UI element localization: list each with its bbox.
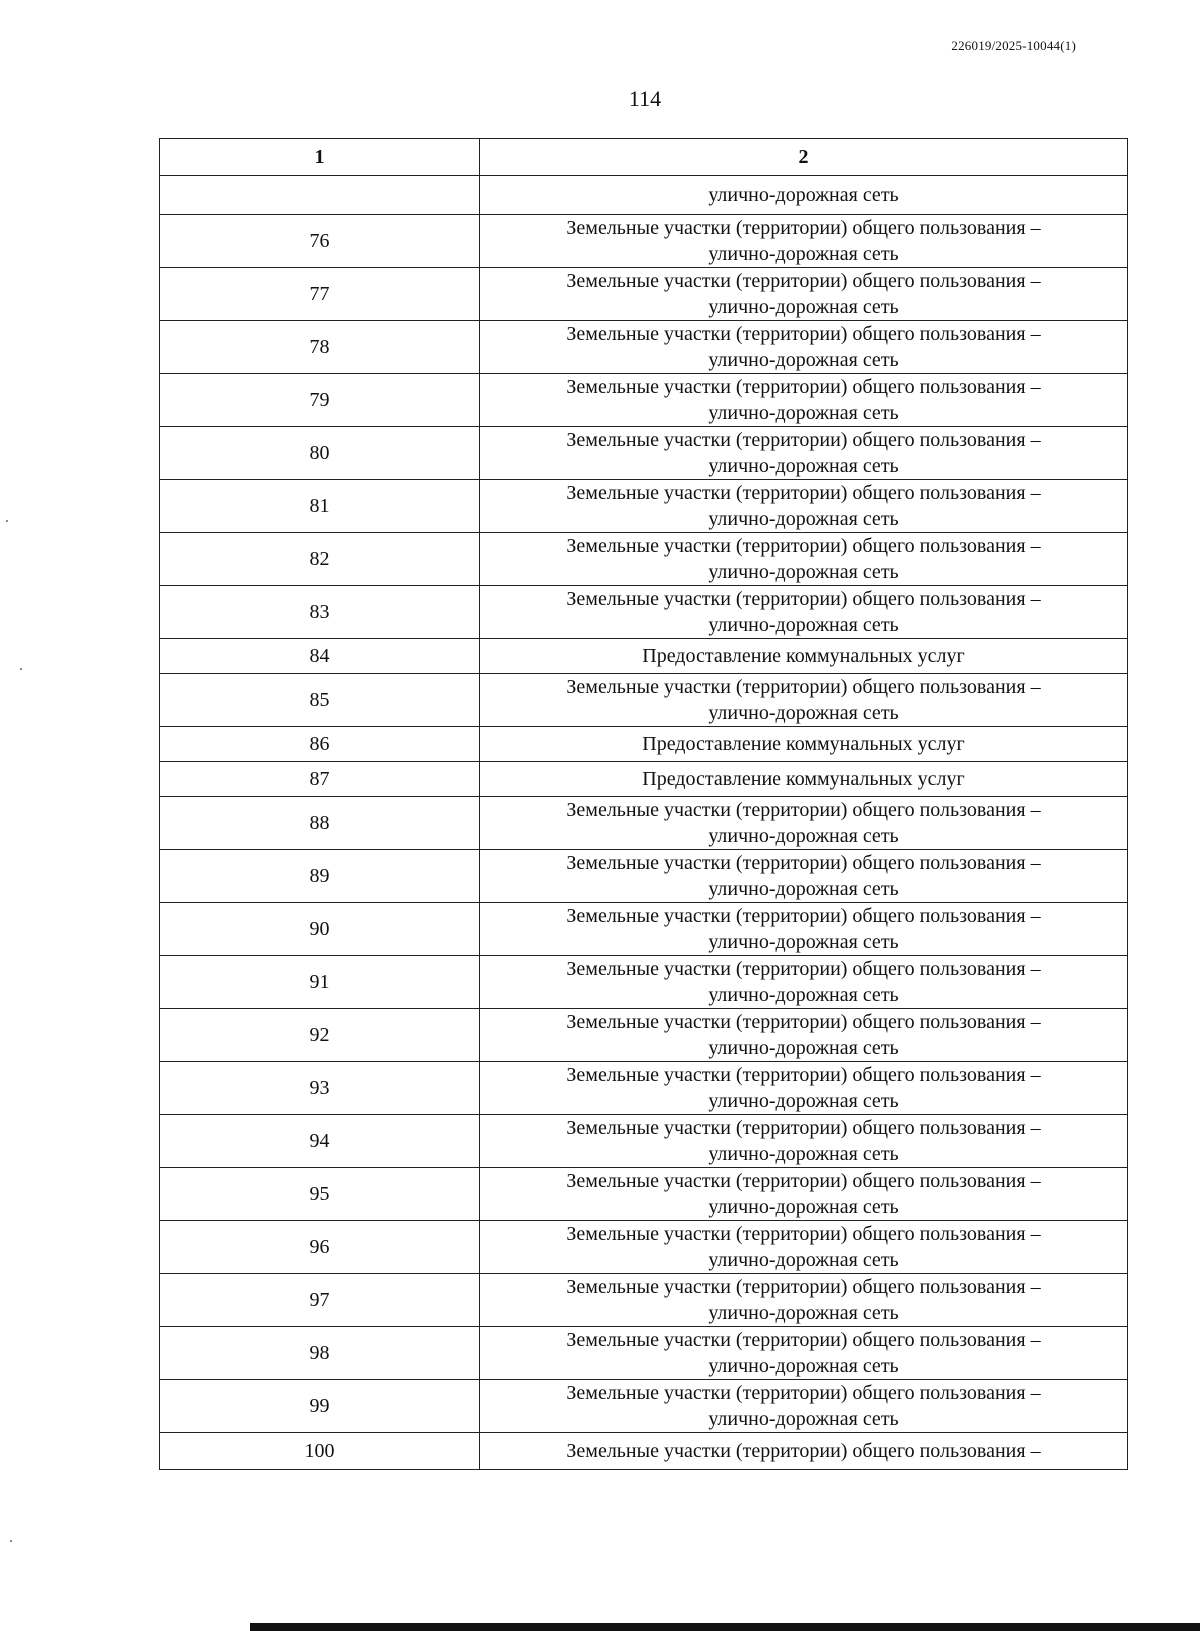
row-description [480, 1115, 1128, 1168]
row-number [160, 176, 480, 215]
row-number: 97 [160, 1274, 480, 1327]
row-number: 86 [160, 727, 480, 762]
row-description [480, 533, 1128, 586]
row-number: 83 [160, 586, 480, 639]
row-number: 85 [160, 674, 480, 727]
description-line-2: улично-дорожная сеть [708, 614, 899, 636]
description-line-1: Предоставление коммунальных услуг [642, 768, 965, 790]
table-row [160, 1009, 1128, 1062]
row-number: 88 [160, 797, 480, 850]
row-number: 98 [160, 1327, 480, 1380]
row-number: 94 [160, 1115, 480, 1168]
row-description [480, 321, 1128, 374]
description-line-2: улично-дорожная сеть [708, 508, 899, 530]
document-id: 226019/2025-10044(1) [951, 38, 1076, 53]
description-line-1: Земельные участки (территории) общего пользования – [566, 1223, 1041, 1245]
description-line-2: улично-дорожная сеть [708, 931, 899, 953]
description-line-1: Предоставление коммунальных услуг [642, 733, 965, 755]
table-row [160, 321, 1128, 374]
description-line-1: Земельные участки (территории) общего пользования – [566, 958, 1041, 980]
row-number: 77 [160, 268, 480, 321]
row-description [480, 1062, 1128, 1115]
description-line-1: Земельные участки (территории) общего пользования – [566, 905, 1041, 927]
table-row [160, 374, 1128, 427]
description-line-1: Земельные участки (территории) общего пользования – [566, 799, 1041, 821]
table-row [160, 1274, 1128, 1327]
description-line-2: улично-дорожная сеть [708, 984, 899, 1006]
description-line-1: Земельные участки (территории) общего пользования – [566, 1382, 1041, 1404]
description-line-2: улично-дорожная сеть [708, 1143, 899, 1165]
row-description [480, 1274, 1128, 1327]
row-description [480, 1168, 1128, 1221]
column-header-1: 1 [160, 139, 480, 176]
description-line-1: Земельные участки (территории) общего пользования – [566, 217, 1041, 239]
table-row [160, 533, 1128, 586]
description-line-2: улично-дорожная сеть [708, 349, 899, 371]
row-description [480, 268, 1128, 321]
row-number: 87 [160, 762, 480, 797]
row-number: 76 [160, 215, 480, 268]
description-line-2: улично-дорожная сеть [708, 296, 899, 318]
description-line-1: Земельные участки (территории) общего пользования – [566, 1329, 1041, 1351]
row-number: 92 [160, 1009, 480, 1062]
row-description [480, 1221, 1128, 1274]
row-description [480, 374, 1128, 427]
row-description [480, 480, 1128, 533]
row-description [480, 797, 1128, 850]
description-line-1: Земельные участки (территории) общего пользования – [566, 1440, 1041, 1462]
row-description [480, 762, 1128, 797]
description-line-2: улично-дорожная сеть [708, 455, 899, 477]
row-description [480, 850, 1128, 903]
description-line-1: Земельные участки (территории) общего пользования – [566, 676, 1041, 698]
row-description [480, 1380, 1128, 1433]
row-description: улично-дорожная сеть [480, 176, 1128, 215]
row-description [480, 1009, 1128, 1062]
row-number: 90 [160, 903, 480, 956]
row-number: 82 [160, 533, 480, 586]
description-line-1: Земельные участки (территории) общего пользования – [566, 376, 1041, 398]
description-line-1: Земельные участки (территории) общего пользования – [566, 1276, 1041, 1298]
table-row [160, 1115, 1128, 1168]
table-row [160, 586, 1128, 639]
table-row [160, 1433, 1128, 1470]
table-row [160, 427, 1128, 480]
scan-speck [10, 1540, 12, 1542]
row-number: 81 [160, 480, 480, 533]
row-description [480, 1327, 1128, 1380]
description-line-2: улично-дорожная сеть [708, 243, 899, 265]
column-header-2: 2 [480, 139, 1128, 176]
description-line-1: Земельные участки (территории) общего пользования – [566, 270, 1041, 292]
table-row [160, 762, 1128, 797]
continuation-row [160, 176, 1128, 215]
row-number: 78 [160, 321, 480, 374]
description-line-2: улично-дорожная сеть [708, 402, 899, 424]
row-description [480, 215, 1128, 268]
description-line-1: Земельные участки (территории) общего пользования – [566, 482, 1041, 504]
table-row [160, 797, 1128, 850]
description-line-1: Земельные участки (территории) общего пользования – [566, 1064, 1041, 1086]
row-number: 91 [160, 956, 480, 1009]
table-row [160, 1062, 1128, 1115]
row-number: 95 [160, 1168, 480, 1221]
table-row [160, 480, 1128, 533]
row-number: 99 [160, 1380, 480, 1433]
page-number: 114 [628, 86, 662, 111]
description-line-2: улично-дорожная сеть [708, 1037, 899, 1059]
description-line-2: улично-дорожная сеть [708, 1408, 899, 1430]
description-line-2: улично-дорожная сеть [708, 1249, 899, 1271]
row-description [480, 956, 1128, 1009]
description-line-1: Земельные участки (территории) общего пользования – [566, 535, 1041, 557]
table-row [160, 268, 1128, 321]
table-row [160, 727, 1128, 762]
row-number: 89 [160, 850, 480, 903]
row-description [480, 639, 1128, 674]
table-row [160, 639, 1128, 674]
description-line-2: улично-дорожная сеть [708, 702, 899, 724]
row-description [480, 1433, 1128, 1470]
row-description [480, 427, 1128, 480]
table-row [160, 903, 1128, 956]
table-row [160, 1327, 1128, 1380]
table-row [160, 1380, 1128, 1433]
description-line-1: Земельные участки (территории) общего пользования – [566, 1011, 1041, 1033]
row-description [480, 727, 1128, 762]
row-number: 100 [160, 1433, 480, 1470]
description-line-1: Земельные участки (территории) общего пользования – [566, 1117, 1041, 1139]
description-line-1: Земельные участки (территории) общего пользования – [566, 588, 1041, 610]
description-line-1: Земельные участки (территории) общего пользования – [566, 852, 1041, 874]
description-line-2: улично-дорожная сеть [708, 878, 899, 900]
description-line-2: улично-дорожная сеть [708, 1355, 899, 1377]
row-number: 80 [160, 427, 480, 480]
register-table [159, 138, 1128, 1470]
description-line-2: улично-дорожная сеть [708, 825, 899, 847]
description-line-2: улично-дорожная сеть [708, 561, 899, 583]
description-line-2: улично-дорожная сеть [708, 1196, 899, 1218]
row-description [480, 903, 1128, 956]
row-description [480, 674, 1128, 727]
row-description [480, 586, 1128, 639]
scan-edge-bar [250, 1623, 1200, 1631]
table-row [160, 1221, 1128, 1274]
scan-speck [6, 520, 8, 522]
description-line-1: Земельные участки (территории) общего пользования – [566, 429, 1041, 451]
description-line-1: Предоставление коммунальных услуг [642, 645, 965, 667]
table-row [160, 956, 1128, 1009]
description-line-1: Земельные участки (территории) общего пользования – [566, 1170, 1041, 1192]
table-header-row [160, 139, 1128, 176]
row-number: 79 [160, 374, 480, 427]
description-line-2: улично-дорожная сеть [708, 1302, 899, 1324]
table-row [160, 215, 1128, 268]
description-line-1: Земельные участки (территории) общего пользования – [566, 323, 1041, 345]
scan-speck [20, 668, 22, 670]
row-number: 84 [160, 639, 480, 674]
table-row [160, 1168, 1128, 1221]
description-line-2: улично-дорожная сеть [708, 1090, 899, 1112]
table-row [160, 850, 1128, 903]
table-row [160, 674, 1128, 727]
row-number: 93 [160, 1062, 480, 1115]
row-number: 96 [160, 1221, 480, 1274]
